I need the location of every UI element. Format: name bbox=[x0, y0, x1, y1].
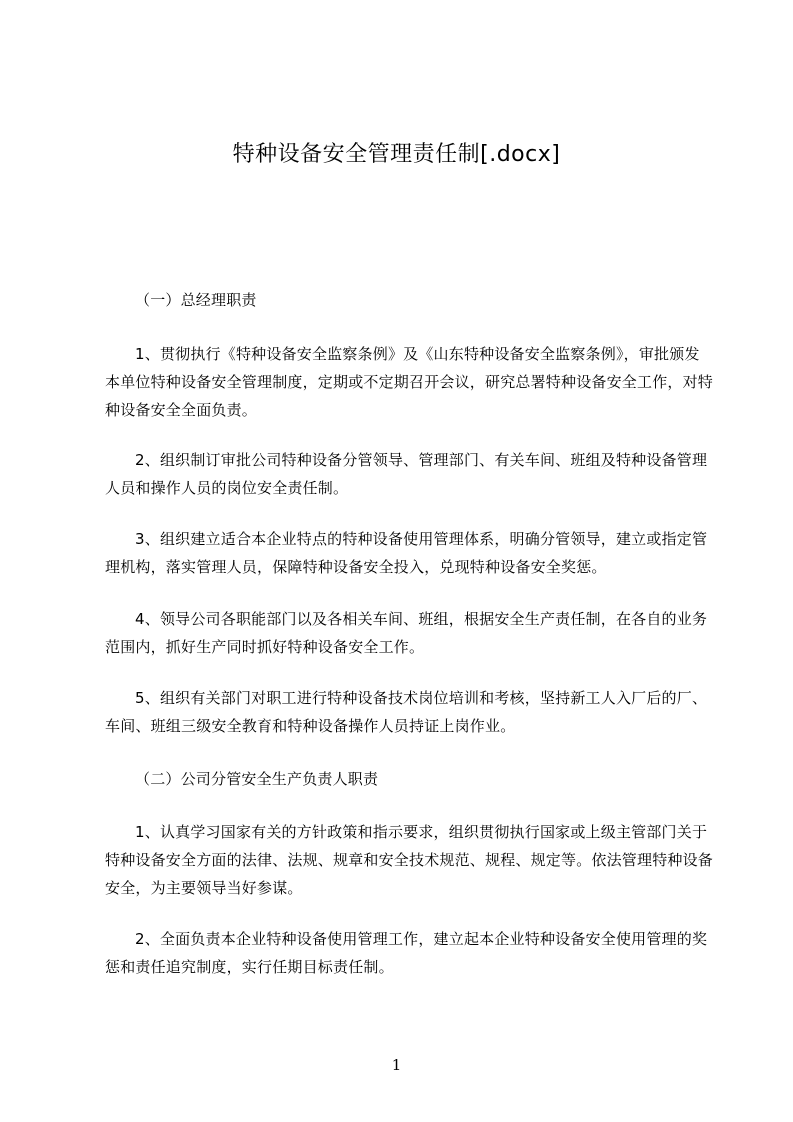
page-number: 1 bbox=[391, 1056, 402, 1074]
paragraph-gm-duty-1: 1、贯彻执行《特种设备安全监察条例》及《山东特种设备安全监察条例》，审批颁发本单位特种设备安全管理制度，定期或不定期召开会议，研究总署特种设备安全工作，对特种设备安全全面负责。 bbox=[105, 345, 714, 419]
paragraph-gm-duty-3: 3、组织建立适合本企业特点的特种设备使用管理体系，明确分管领导，建立或指定管理机构，落实管理人员，保障特种设备安全投入，兑现特种设备安全奖惩。 bbox=[105, 530, 708, 576]
paragraph-gm-duty-4: 4、领导公司各职能部门以及各相关车间、班组，根据安全生产责任制，在各自的业务范围内，抓好生产同时抓好特种设备安全工作。 bbox=[105, 610, 708, 656]
paragraph-gm-duty-2: 2、组织制订审批公司特种设备分管领导、管理部门、有关车间、班组及特种设备管理人员和操作人员的岗位安全责任制。 bbox=[105, 451, 708, 497]
document-title: 特种设备安全管理责任制[.docx] bbox=[232, 142, 561, 167]
section-heading-deputy-safety: （二）公司分管安全生产负责人职责 bbox=[135, 770, 379, 788]
section-heading-general-manager: （一）总经理职责 bbox=[135, 291, 257, 309]
paragraph-deputy-duty-1: 1、认真学习国家有关的方针政策和指示要求，组织贯彻执行国家或上级主管部门关于特种设备安全方面的法律、法规、规章和安全技术规范、规程、规定等。依法管理特种设备安全，为主要领导当好参谋。 bbox=[105, 823, 714, 897]
paragraph-deputy-duty-2: 2、全面负责本企业特种设备使用管理工作，建立起本企业特种设备安全使用管理的奖惩和责任追究制度，实行任期目标责任制。 bbox=[105, 930, 708, 976]
paragraph-gm-duty-5: 5、组织有关部门对职工进行特种设备技术岗位培训和考核，坚持新工人入厂后的厂、车间、班组三级安全教育和特种设备操作人员持证上岗作业。 bbox=[105, 689, 708, 735]
